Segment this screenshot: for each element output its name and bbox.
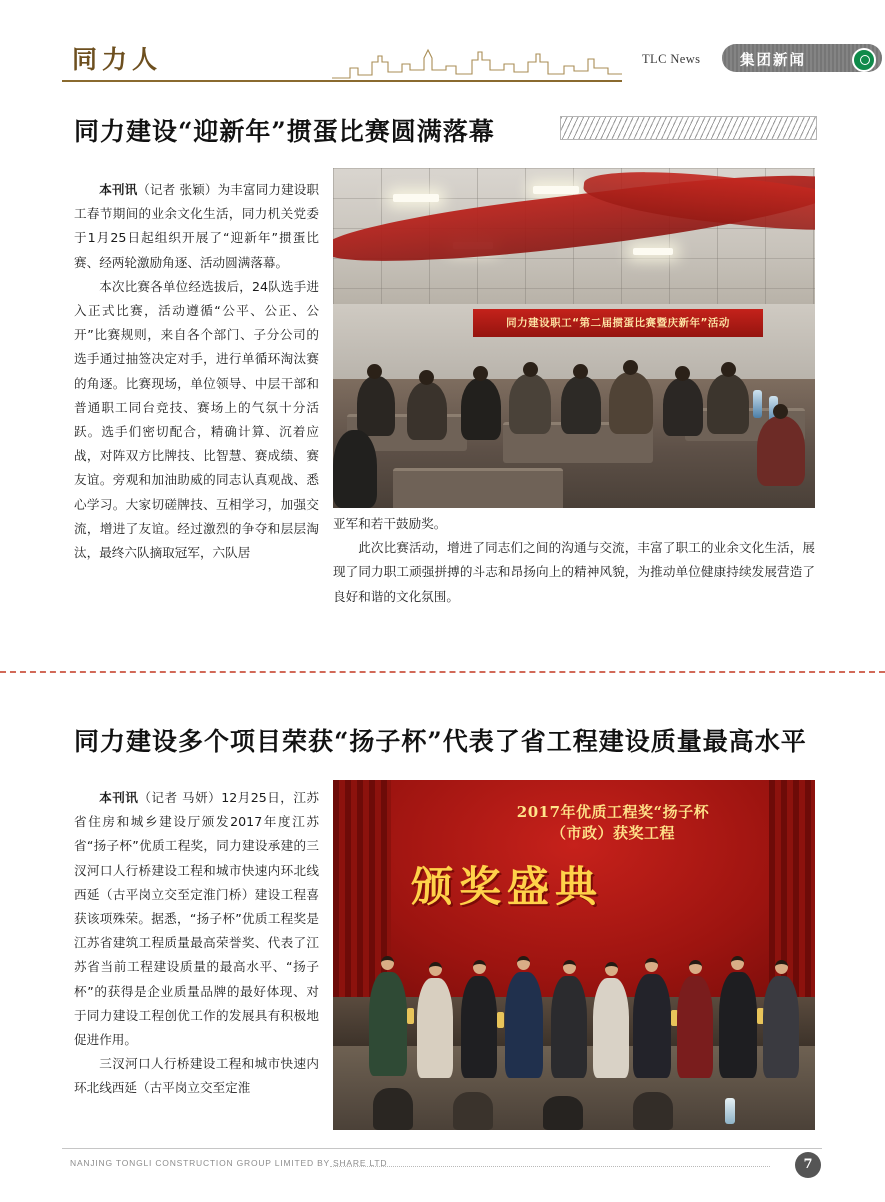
photo2-person: [505, 972, 543, 1078]
masthead: [62, 38, 822, 82]
photo1-person: [357, 376, 395, 436]
photo2-person-head: [689, 960, 702, 974]
section-divider: [0, 671, 885, 674]
globe-icon: [852, 48, 876, 72]
photo2-person-head: [775, 960, 788, 974]
photo1-person-head: [623, 360, 638, 375]
photo2-backdrop-title: [453, 802, 773, 844]
photo1-bottle: [753, 390, 762, 418]
photo2-backdrop-title-line1: 2017年优质工程奖“扬子杯: [516, 803, 710, 821]
article1-paragraph-2: 本次比赛各单位经选拔后，24队选手进入正式比赛，活动遵循“公平、公正、公开”比赛规则，来自各个部门、子分公司的选手通过抽签决定对手，进行单循环淘汰赛的角逐。比赛现场，单位领导、中层干部和普通职工同台竞技、赛场上的气氛十分活跃。选手们密切配合，精确计算、沉着应战，对阵双方比牌技、比智慧、赛成绩、赛友谊。旁观和加油助威的同志认真观战、悉心学习。大家切磋牌技、互相学习，加强交流，增进了友谊。经过激烈的争夺和层层淘汰，最终六队摘取冠军，六队居: [74, 278, 319, 561]
article1-paragraph-4: 此次比赛活动，增进了同志们之间的沟通与交流，丰富了职工的业余文化生活，展现了同力职工顽强拼搏的斗志和昂扬向上的精神风貌，为推动单位健康持续发展营造了良好和谐的文化氛围。: [333, 540, 815, 604]
photo1-person: [663, 378, 703, 436]
photo1-person-head: [473, 366, 488, 381]
photo1-banner-text: 同力建设职工“第二届掼蛋比赛暨庆新年”活动: [473, 309, 763, 337]
section-badge: [722, 44, 882, 72]
photo2-person-head: [731, 956, 744, 970]
photo1-lamp: [633, 248, 673, 255]
photo2-person-head: [429, 962, 442, 976]
article1-paragraph-1: [74, 178, 319, 275]
article2-lead: 本刊讯: [99, 790, 139, 805]
photo1-person: [757, 416, 805, 486]
article1-paragraph-3: 亚军和若干鼓励奖。: [333, 516, 447, 531]
photo2-person: [633, 974, 671, 1078]
photo1-person: [707, 374, 749, 434]
city-skyline-icon: [332, 44, 622, 80]
award-ceremony-photo: [333, 780, 815, 1130]
photo2-person: [417, 978, 453, 1078]
photo1-person-head: [721, 362, 736, 377]
article1-headline: 同力建设“迎新年”掼蛋比赛圆满落幕: [74, 117, 495, 146]
photo2-bottle: [725, 1098, 735, 1124]
photo1-person: [609, 372, 653, 434]
photo2-person: [719, 972, 757, 1078]
photo1-lamp: [393, 194, 439, 202]
photo2-trophy: [497, 1012, 504, 1028]
photo2-person-head: [517, 956, 530, 970]
footer-dotted-line: [330, 1166, 770, 1168]
photo2-person: [677, 976, 713, 1078]
photo2-person-head: [645, 958, 658, 972]
photo1-person: [407, 382, 447, 440]
masthead-rule: [62, 80, 622, 82]
photo1-person: [509, 374, 551, 434]
photo1-person-head: [773, 404, 788, 419]
photo2-person-head: [605, 962, 618, 976]
article2-column-1: [74, 786, 319, 1101]
photo2-person-head: [381, 956, 394, 970]
photo1-person-head: [419, 370, 434, 385]
photo2-person-head: [563, 960, 576, 974]
footer-company-name: NANJING TONGLI CONSTRUCTION GROUP LIMITED BY SHARE LTD: [70, 1158, 388, 1168]
photo2-person: [461, 976, 497, 1078]
article2-byline: （记者 马妍）: [138, 790, 222, 805]
article1-lead: 本刊讯: [99, 182, 138, 197]
article1-byline: （记者 张颖）: [137, 182, 218, 197]
article1-column-2: [333, 512, 815, 609]
photo2-person: [593, 978, 629, 1078]
article2-paragraph-2: 三汊河口人行桥建设工程和城市快速内环北线西延（古平岗立交至定淮: [74, 1056, 319, 1096]
photo2-trophy: [407, 1008, 414, 1024]
section-badge-label: 集团新闻: [740, 53, 806, 69]
page-number: 7: [795, 1152, 821, 1178]
photo1-person-head: [573, 364, 588, 379]
article2-body-1: 12月25日，江苏省住房和城乡建设厅颁发2017年度江苏省“扬子杯”优质工程奖，同力建设承建的三汊河口人行桥建设工程和城市快速内环北线西延（古平岗立交至定淮门桥）建设工程喜获该项殊荣。据悉，“扬子杯”优质工程奖是江苏省建筑工程质量最高荣誉奖、代表了江苏省当前工程建设质量的最高水平、“扬子杯”的获得是企业质量品牌的最好体现、对于同力建设工程创优工作的发展具有积极地促进作用。: [74, 790, 320, 1048]
photo2-person: [763, 976, 799, 1078]
photo2-audience: [633, 1092, 673, 1130]
article1-column-1: [74, 178, 319, 565]
photo2-person: [369, 972, 407, 1076]
tlc-news-label: TLC News: [642, 52, 701, 66]
photo2-audience: [543, 1096, 583, 1130]
footer-rule: [62, 1148, 822, 1149]
headline-hatch-decoration: [560, 116, 817, 140]
photo2-backdrop-headline: 颁奖盛典: [411, 862, 604, 911]
photo2-backdrop-title-line2: （市政）获奖工程: [550, 824, 675, 842]
photo2-person-head: [473, 960, 486, 974]
photo1-person-head: [675, 366, 690, 381]
brand-title: 同力人: [72, 45, 163, 74]
photo1-table: [393, 468, 563, 508]
competition-hall-photo: [333, 168, 815, 508]
photo1-person: [461, 378, 501, 440]
photo1-lamp: [533, 186, 579, 194]
photo1-person: [561, 376, 601, 434]
photo2-audience: [373, 1088, 413, 1130]
photo1-person-head: [523, 362, 538, 377]
photo2-audience: [453, 1092, 493, 1130]
photo1-person: [333, 430, 377, 508]
photo1-person-head: [367, 364, 382, 379]
article1-body-1: 为丰富同力建设职工春节期间的业余文化生活，同力机关党委于1月25日起组织开展了“迎新年”掼蛋比赛、经两轮激励角逐、活动圆满落幕。: [74, 182, 320, 270]
article2-paragraph-1: [74, 786, 319, 1052]
article2-headline: 同力建设多个项目荣获“扬子杯”代表了省工程建设质量最高水平: [74, 727, 807, 756]
photo2-person: [551, 976, 587, 1078]
